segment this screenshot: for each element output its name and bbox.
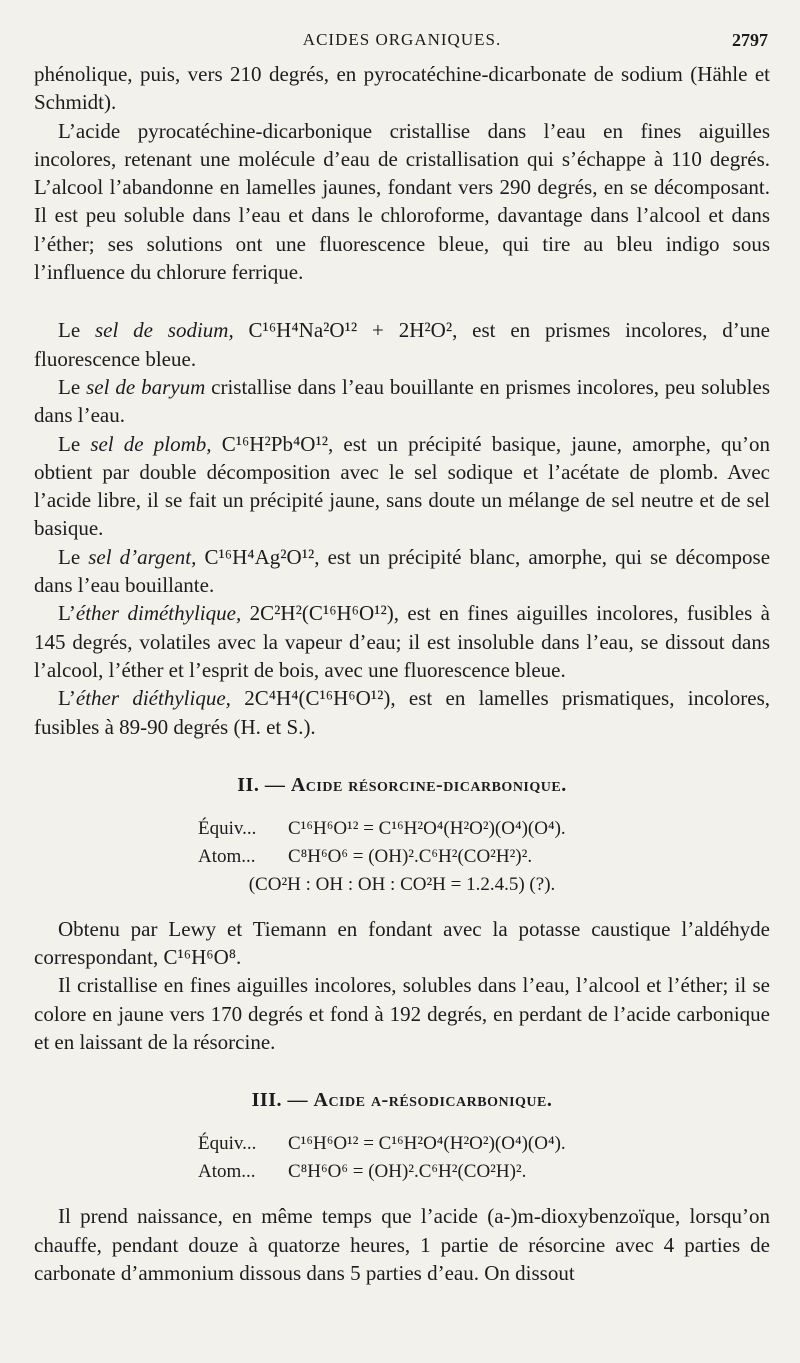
salt-prefix: L’ [58,601,76,626]
salt-name: sel de sodium, [94,318,234,343]
salt-plomb-paragraph [34,430,770,543]
section-heading-3 [34,1086,770,1114]
salt-text: 2C⁴H⁴(C¹⁶H⁶O¹²), est en lamelles prismatiques, incolores, fusibles à 89-90 degrés (H. et S.). [34,686,770,739]
formula-expression: C⁸H⁶O⁶ = (OH)².C⁶H²(CO²H)². [288,1161,527,1183]
spacer [34,1056,770,1086]
salt-text: C¹⁶H⁴Ag²O¹², est un précipité blanc, amorphe, qui se décompose dans l’eau bouillante. [34,544,771,598]
paragraph: Il prend naissance, en même temps que l’acide (a-)m-dioxybenzoïque, lorsqu’on chauffe, pendant douze à quatorze heures, 1 partie de résorcine avec 4 parties de carbonate d’ammonium dissous dans 5 parties d’eau. On dissout [34,1204,770,1285]
salt-argent-paragraph [34,543,770,600]
salt-prefix: L’ [58,686,76,711]
formula-label: Équiv... [198,817,257,839]
formula-atom [34,843,770,871]
salt-prefix: Le [58,374,87,399]
salt-baryum-paragraph [34,373,770,430]
salt-name: sel de plomb, [90,431,212,456]
salt-sodium-paragraph [34,316,770,373]
ether-dimethyl-paragraph [34,599,770,684]
section-number: II. — [237,773,291,796]
formula-expression: C¹⁶H⁶O¹² = C¹⁶H²O⁴(H²O²)(O⁴)(O⁴). [288,1133,566,1155]
paragraph: Il cristallise en fines aiguilles incolores, solubles dans l’eau, l’alcool et l’éther; il se colore en jaune vers 170 degrés et fond à 192 degrés, en perdant de l’acide carbonique et en laissant de la résorcine. [34,973,770,1055]
spacer [34,741,770,771]
page-header [34,30,770,56]
salt-prefix: Le [58,318,95,343]
spacer [34,286,770,316]
page-body [34,60,770,1287]
salt-text: C¹⁶H²Pb⁴O¹², est un précipité basique, jaune, amorphe, qu’on obtient par double décomposition avec le sel sodique et l’acétate de plomb. Avec l’acide libre, il se fait un précipité jaune, sans doute un mélange de sel neutre et de sel basique. [34,431,770,541]
formula-equiv [34,1130,770,1158]
section-heading-2 [34,771,770,799]
spacer [34,1114,770,1130]
formula-atom [34,1158,770,1186]
ether-diethyl-paragraph [34,684,770,741]
salt-text: 2C²H²(C¹⁶H⁶O¹²), est en fines aiguilles incolores, fusibles à 145 degrés, volatiles avec la vapeur d’eau; il est insoluble dans l’eau, se dissout dans l’alcool, l’éther et l’esprit de bois, avec une fluorescence bleue. [34,601,770,682]
salt-name: éther diméthylique, [75,601,242,626]
spacer [34,799,770,815]
salt-text: C¹⁶H⁴Na²O¹² + 2H²O², est en prismes incolores, d’une fluorescence bleue. [34,318,771,371]
spacer [34,1186,770,1202]
salt-name: sel d’argent, [88,544,197,569]
formula-label: Atom... [198,845,256,867]
page-number: 2797 [732,30,768,50]
section-number: III. — [251,1089,314,1112]
salt-text: cristallise dans l’eau bouillante en prismes incolores, peu solubles dans l’eau. [34,374,770,428]
section-title: Acide résorcine-dicarbonique. [290,773,567,796]
formula-expression: C¹⁶H⁶O¹² = C¹⁶H²O⁴(H²O²)(O⁴)(O⁴). [288,817,566,839]
salt-prefix: Le [58,431,91,456]
paragraph: phénolique, puis, vers 210 degrés, en pyrocatéchine-dicarbonate de sodium (Hähle et Schmidt). [34,62,770,115]
running-title: ACIDES ORGANIQUES. [302,30,502,49]
salt-name: sel de baryum [86,374,206,399]
formula-expression: C⁸H⁶O⁶ = (OH)².C⁶H²(CO²H²)². [288,845,533,867]
salt-prefix: Le [58,544,89,569]
spacer [34,899,770,915]
section-title: Acide α-résodicarbonique. [313,1089,553,1112]
formula-equiv [34,815,770,843]
paragraph: Obtenu par Lewy et Tiemann en fondant avec la potasse caustique l’aldéhyde correspondant, C¹⁶H⁶O⁸. [34,916,770,970]
formula-label: Équiv... [198,1133,257,1155]
salt-name: éther diéthylique, [75,686,231,711]
formula-positions: (CO²H : OH : OH : CO²H = 1.2.4.5) (?). [248,873,556,895]
formula-label: Atom... [198,1161,256,1183]
paragraph: L’acide pyrocatéchine-dicarbonique cristallise dans l’eau en fines aiguilles incolores, retenant une molécule d’eau de cristallisation qui s’échappe à 110 degrés. L’alcool l’abandonne en lamelles jaunes, fondant vers 290 degrés, en se décomposant. Il est peu soluble dans l’eau et dans le chloroforme, davantage dans l’alcool et dans l’éther; ses solutions ont une fluorescence bleue, qui tire au bleu indigo sous l’influence du chlorure ferrique. [34,118,770,285]
